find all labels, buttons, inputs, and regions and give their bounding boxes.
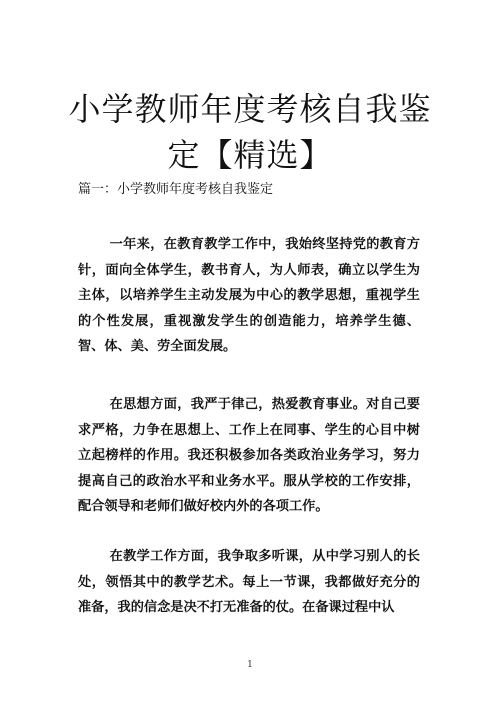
section-heading: 篇一：小学教师年度考核自我鉴定 bbox=[78, 182, 274, 197]
paragraph-3: 在教学工作方面，我争取多听课，从中学习别人的长处，领悟其中的教学艺术。每上一节课，我都做好充分的准备，我的信念是决不打无准备的仗。在备课过程中认 bbox=[78, 549, 420, 615]
paragraph-1: 一年来，在教育教学工作中，我始终坚持党的教育方针，面向全体学生，教书育人，为人师表，确立以学生为主体，以培养学生主动发展为中心的教学思想，重视学生的个性发展，重视激发学生的创造能力，培养学生德、智、体、美、劳全面发展。 bbox=[78, 237, 420, 354]
document-title: 小学教师年度考核自我鉴定【精选】 bbox=[68, 90, 432, 174]
paragraph-2: 在思想方面，我严于律己，热爱教育事业。对自己要求严格，力争在思想上、工作上在同事、学生的心目中树立起榜样的作用。我还积极参加各类政治业务学习，努力提高自己的政治水平和业务水平。服从学校的工作安排，配合领导和老师们做好校内外的各项工作。 bbox=[78, 397, 420, 514]
page-number: 1 bbox=[247, 660, 253, 670]
